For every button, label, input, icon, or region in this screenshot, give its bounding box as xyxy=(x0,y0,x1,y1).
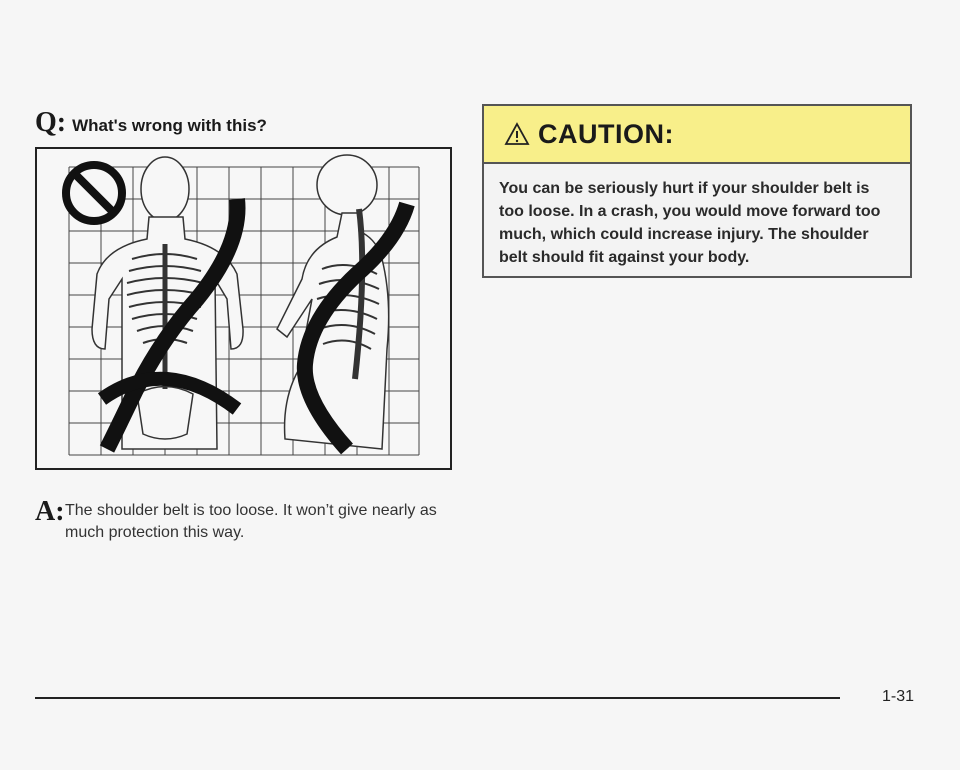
question-letter: Q: xyxy=(35,107,67,138)
question-line xyxy=(35,107,267,139)
question-text: What's wrong with this? xyxy=(72,116,267,135)
footer-rule xyxy=(35,697,840,699)
caution-header xyxy=(484,106,910,164)
illustration-frame xyxy=(35,147,452,470)
answer-line xyxy=(35,496,465,544)
no-symbol-icon xyxy=(66,165,122,221)
answer-text: The shoulder belt is too loose. It won’t give nearly as much protection this way. xyxy=(65,502,437,541)
answer-letter: A: xyxy=(35,496,65,527)
caution-title: CAUTION: xyxy=(538,118,674,149)
caution-box xyxy=(482,104,912,278)
caution-body: You can be seriously hurt if your shoulder belt is too loose. In a crash, you would move forward too much, which could increase injury. The shoulder belt should fit against your body. xyxy=(499,180,881,266)
warning-triangle-icon xyxy=(504,122,530,146)
page-number: 1-31 xyxy=(882,688,915,705)
skeleton-belt-illustration xyxy=(37,149,450,468)
